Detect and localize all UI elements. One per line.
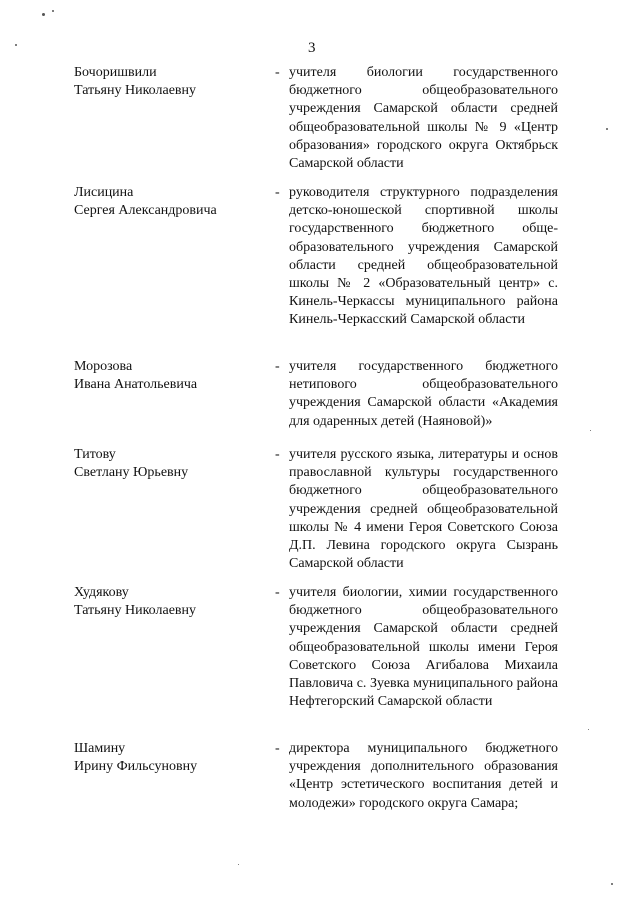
dash-separator: - xyxy=(275,65,280,80)
scan-speck xyxy=(590,430,591,431)
person-given-name: Татьяну Николаевну xyxy=(74,603,197,619)
person-surname: Лисицина xyxy=(74,185,134,200)
scan-speck xyxy=(606,128,608,130)
scan-speck xyxy=(42,13,45,16)
dash-separator: - xyxy=(275,185,280,200)
dash-separator: - xyxy=(275,741,280,756)
person-position: директора муниципального бюджетного учреждения дополнительного образования «Центр эстетического воспитания детей и молодежи» городского округа Самара; xyxy=(289,741,558,811)
person-surname: Шамину xyxy=(74,741,126,756)
person-name xyxy=(74,446,264,482)
dash-separator: - xyxy=(275,585,280,600)
person-given-name: Ирину Фильсуновну xyxy=(74,759,198,775)
person-given-name: Татьяну Николаевну xyxy=(74,83,197,99)
scan-speck xyxy=(588,729,589,730)
person-position: учителя государственного бюджетного нетипового общеобразовательного учреждения Самарской области «Академия для одаренных детей (Наяновой)» xyxy=(289,359,558,429)
scan-speck xyxy=(52,10,54,12)
person-surname: Титову xyxy=(74,447,116,462)
person-surname: Морозова xyxy=(74,359,133,374)
person-given-name: Ивана Анатольевича xyxy=(74,377,198,393)
person-position: учителя русского языка, литературы и основ православной культуры государственного бюджетного общеобразовательного учреждения средней общеобразовательной школы № 4 имени Героя Советского Союза Д.П. Левина городского округа Сызрань Самарской области xyxy=(289,447,558,572)
scan-speck xyxy=(238,864,239,865)
person-name xyxy=(74,740,264,776)
person-surname: Худякову xyxy=(74,585,129,600)
person-given-name: Светлану Юрьевну xyxy=(74,465,189,481)
person-name xyxy=(74,64,264,100)
scan-speck xyxy=(611,883,613,885)
person-name xyxy=(74,358,264,394)
scan-speck xyxy=(15,44,17,46)
dash-separator: - xyxy=(275,447,280,462)
page-number: 3 xyxy=(308,40,316,56)
dash-separator: - xyxy=(275,359,280,374)
person-position: учителя биологии, химии государственного бюджетного общеобразовательного учреждения Самарской области средней общеобразовательной школы имени Героя Советского Союза Агибалова Михаила Павловича с. Зуевка муниципального района Нефтегорский Самарской области xyxy=(289,585,558,710)
person-position: руководителя структурного подразделения детско-юношеской спортивной школы государственного бюджетного общеобразовательного учреждения Самарской области средней общеобразовательной школы № 2 «Образовательный центр» с. Кинель-Черкассы муниципального района Кинель-Черкасский Самарской области xyxy=(289,185,558,328)
person-given-name: Сергея Александровича xyxy=(74,203,217,219)
person-position: учителя биологии государственного бюджетного общеобразовательного учреждения Самарской области средней общеобразовательной школы № 9 «Центр образования» городского округа Октябрьск Самарской области xyxy=(289,65,558,172)
person-surname: Бочоришвили xyxy=(74,65,157,80)
person-name xyxy=(74,584,264,620)
person-name xyxy=(74,184,264,220)
